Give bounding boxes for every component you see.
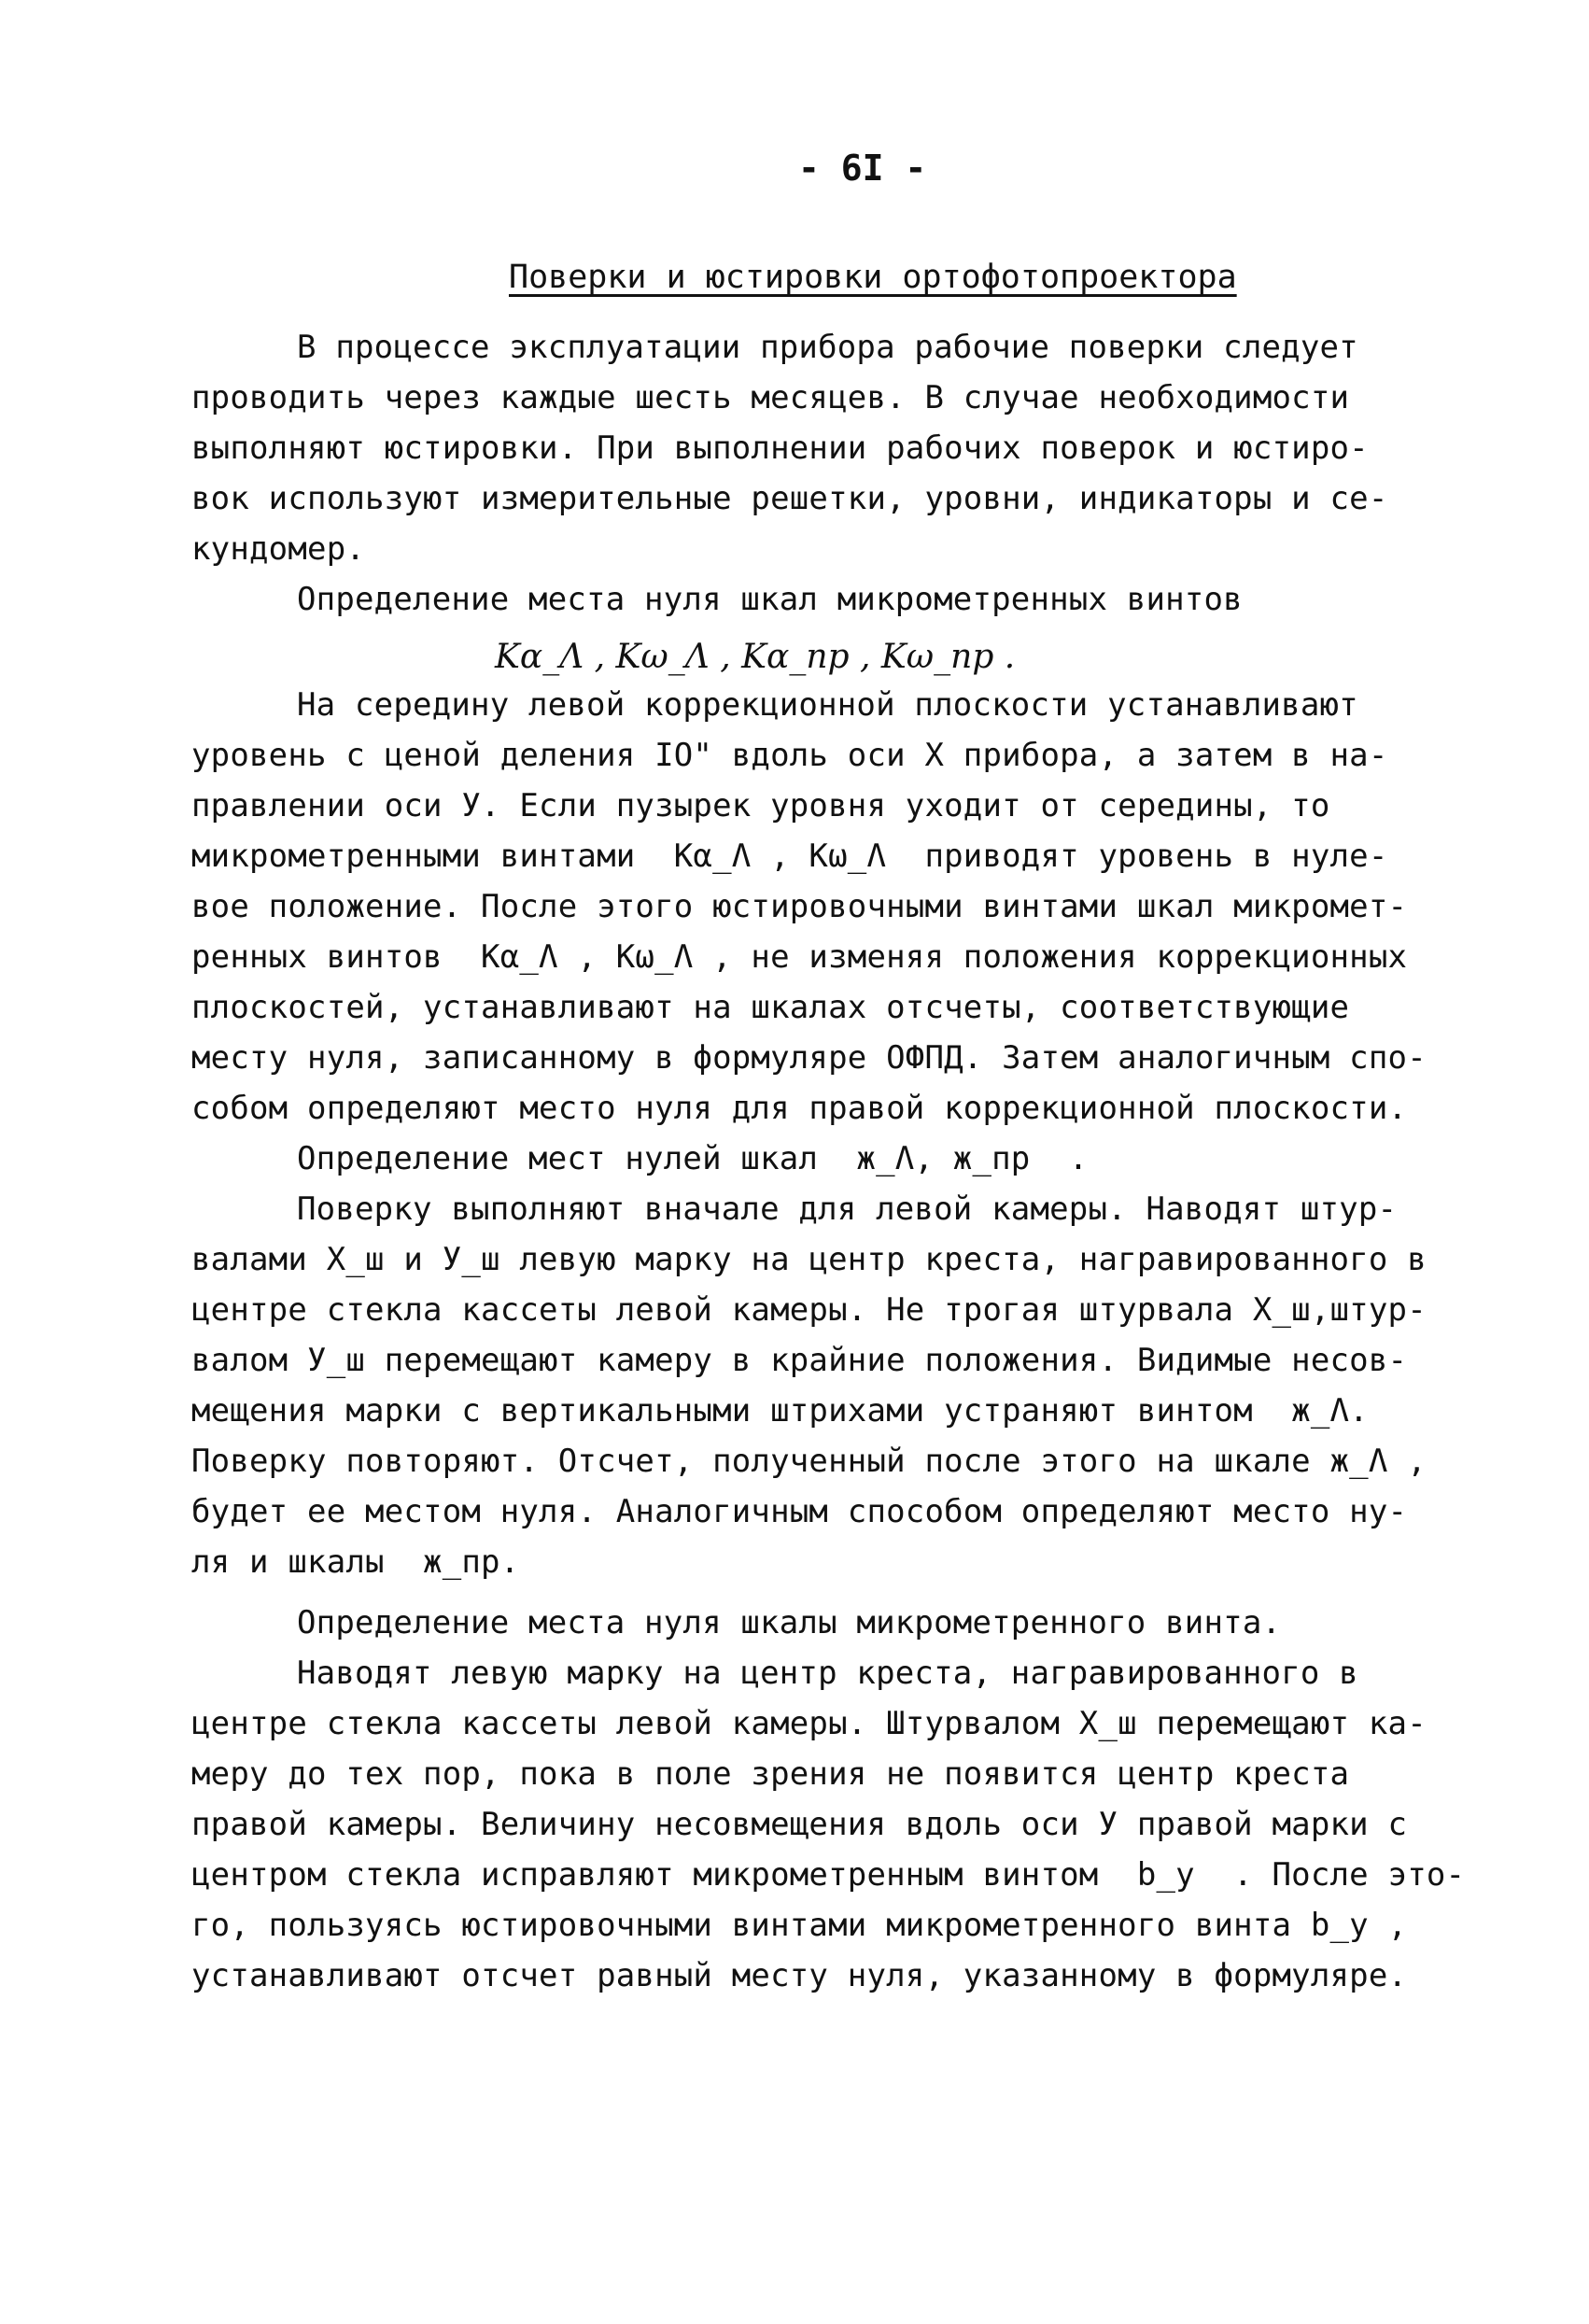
- text-line: Поверку повторяют. Отсчет, полученный после этого на шкале ж_Λ ,: [191, 1443, 1427, 1480]
- text-line: валами Х_ш и У_ш левую марку на центр креста, награвированного в: [191, 1241, 1427, 1278]
- text-line: валом У_ш перемещают камеру в крайние положения. Видимые несов-: [191, 1342, 1408, 1379]
- text-line: кундомер.: [191, 530, 366, 568]
- text-line: Наводят левую марку на центр креста, награвированного в: [297, 1655, 1358, 1692]
- text-line: уровень с ценой деления IO" вдоль оси X прибора, а затем в на-: [191, 737, 1388, 774]
- text-line: выполняют юстировки. При выполнении рабочих поверок и юстиро-: [191, 430, 1369, 467]
- text-line: Определение места нуля шкал микрометренных винтов: [297, 581, 1243, 618]
- text-line: Определение места нуля шкалы микрометренного винта.: [297, 1604, 1282, 1641]
- text-line: центре стекла кассеты левой камеры. Штурвалом Х_ш перемещают ка-: [191, 1705, 1427, 1742]
- text-line: месту нуля, записанному в формуляре ОФПД. Затем аналогичным спо-: [191, 1039, 1427, 1077]
- text-line: правой камеры. Величину несовмещения вдоль оси У правой марки с: [191, 1806, 1408, 1843]
- text-line: вок используют измерительные решетки, уровни, индикаторы и се-: [191, 480, 1388, 517]
- text-line: На середину левой коррекционной плоскости устанавливают: [297, 686, 1358, 724]
- text-line: го, пользуясь юстировочными винтами микрометренного винта b_у ,: [191, 1907, 1408, 1944]
- text-line: собом определяют место нуля для правой коррекционной плоскости.: [191, 1090, 1408, 1127]
- text-line: правлении оси У. Если пузырек уровня уходит от середины, то: [191, 787, 1330, 824]
- page-number: - 6I -: [798, 148, 927, 189]
- text-line: В процессе эксплуатации прибора рабочие поверки следует: [297, 329, 1358, 366]
- text-line: центром стекла исправляют микрометренным винтом b_у . После это-: [191, 1856, 1466, 1894]
- text-line: мещения марки с вертикальными штрихами устраняют винтом ж_Λ.: [191, 1392, 1369, 1430]
- text-line: центре стекла кассеты левой камеры. Не трогая штурвала Х_ш,штур-: [191, 1291, 1427, 1329]
- text-line: плоскостей, устанавливают на шкалах отсчеты, соответствующие: [191, 989, 1350, 1026]
- text-line: Поверку выполняют вначале для левой камеры. Наводят штур-: [297, 1190, 1398, 1228]
- text-line: вое положение. После этого юстировочными винтами шкал микромет-: [191, 888, 1408, 925]
- text-line: ля и шкалы ж_пр.: [191, 1543, 520, 1581]
- text-line: меру до тех пор, пока в поле зрения не появится центр креста: [191, 1755, 1350, 1793]
- text-line: ренных винтов Kα_Λ , Kω_Λ , не изменяя положения коррекционных: [191, 938, 1408, 976]
- text-line: микрометренными винтами Kα_Λ , Kω_Λ приводят уровень в нуле-: [191, 838, 1388, 875]
- section-title: Поверки и юстировки ортофотопроектора: [509, 259, 1237, 296]
- text-line: Определение мест нулей шкал ж_Λ, ж_пр .: [297, 1140, 1089, 1177]
- text-line: будет ее местом нуля. Аналогичным способом определяют место ну-: [191, 1493, 1408, 1530]
- text-line: устанавливают отсчет равный месту нуля, указанному в формуляре.: [191, 1957, 1408, 1994]
- formula-line: Kα_Λ , Kω_Λ , Kα_пр , Kω_пр .: [495, 638, 1016, 676]
- text-line: проводить через каждые шесть месяцев. В случае необходимости: [191, 379, 1350, 416]
